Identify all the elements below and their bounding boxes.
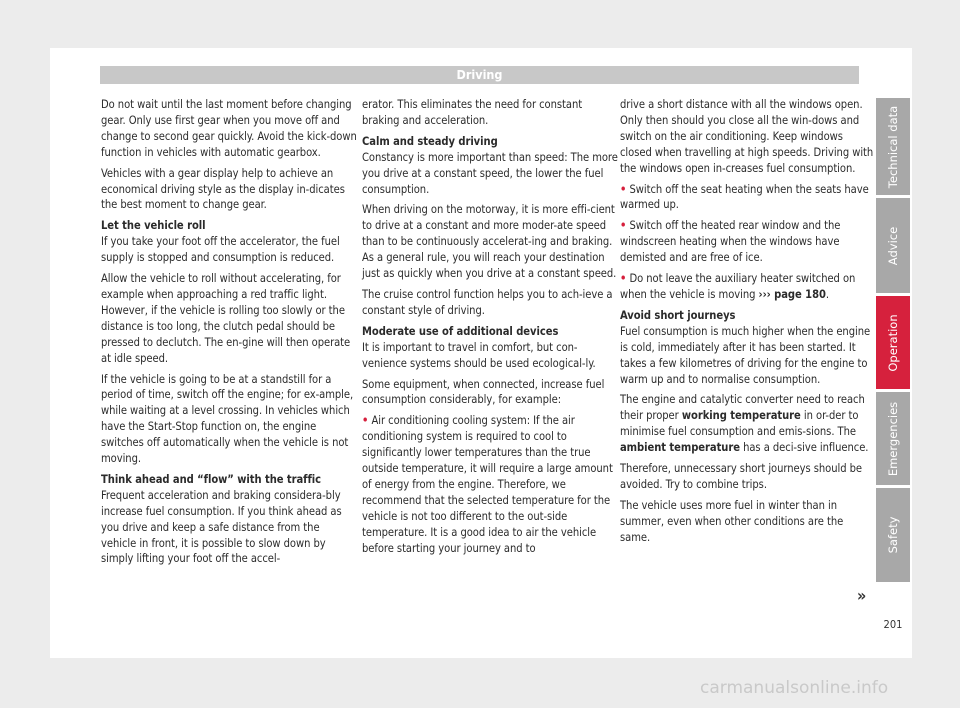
subheading: Avoid short journeys — [620, 308, 736, 322]
bullet-item — [620, 182, 876, 214]
paragraph: The cruise control function helps you to ach-ieve a constant style of driving. — [362, 287, 613, 317]
bullet-item — [620, 218, 876, 266]
page-reference-link[interactable]: ››› page 180 — [758, 287, 826, 301]
paragraph: The vehicle uses more fuel in winter than in summer, even when other conditions are the same. — [620, 498, 844, 544]
tab-label: Advice — [886, 226, 900, 265]
paragraph: Therefore, unnecessary short journeys should be avoided. Try to combine trips. — [620, 462, 862, 491]
bullet-item — [620, 271, 876, 303]
bullet-text-end: . — [825, 287, 829, 301]
subheading: Moderate use of additional devices — [362, 324, 559, 338]
watermark: carmanualsonline.info — [700, 678, 889, 698]
bullet-text: Switch off the heated rear window and the windscreen heating when the windows have demisted and are free of ice. — [620, 219, 841, 265]
section-header: Driving — [100, 66, 859, 84]
paragraph: If the vehicle is going to be at a standstill for a period of time, switch off the engine; for ex-ample, while waiting at a level crossing. In vehicles which have the Start-Stop function on, the engine switches off automatically when the vehicle is not moving. — [101, 372, 354, 466]
paragraph: Do not wait until the last moment before changing gear. Only use first gear when you move off and change to second gear quickly. Avoid the kick-down function in vehicles with automatic gearbox. — [101, 98, 357, 159]
text-column-2 — [362, 97, 618, 561]
subheading: Think ahead and “flow” with the traffic — [101, 472, 321, 486]
text-run: The engine and catalytic converter need to reach their proper — [620, 393, 865, 423]
tab-label: Technical data — [886, 105, 900, 188]
page-number: 201 — [883, 618, 903, 631]
tab-label: Safety — [886, 516, 900, 554]
paragraph: When driving on the motorway, it is more effi-cient to drive at a constant and more moder-ate speed than to be continuously accelerat-ing and braking. As a general rule, you will reach your destination just as quickly when you drive at a constant speed. — [362, 203, 617, 281]
bullet-item — [362, 413, 618, 556]
paragraph: Frequent acceleration and braking considera-bly increase fuel consumption. If you think ahead as you drive and keep a safe distance from the vehicle in front, it is possible to slow down by simply lifting your foot off the accel- — [101, 488, 342, 566]
paragraph: Vehicles with a gear display help to achieve an economical driving style as the display in-dicates the best moment to change gear. — [101, 166, 345, 212]
paragraph: Some equipment, when connected, increase fuel consumption considerably, for example: — [362, 377, 605, 407]
tab-technical-data[interactable] — [876, 98, 910, 195]
bullet-text: Do not leave the auxiliary heater switched on when the vehicle is moving — [620, 272, 856, 301]
paragraph: Constancy is more important than speed: The more you drive at a constant speed, the lower the fuel consumption. — [362, 150, 618, 196]
paragraph — [620, 392, 876, 456]
bullet-icon: • — [620, 219, 627, 233]
emphasis: working temperature — [681, 409, 801, 423]
tab-advice[interactable] — [876, 198, 910, 293]
text-run: has a deci-sive influence. — [743, 441, 869, 455]
tab-emergencies[interactable] — [876, 392, 910, 485]
paragraph: It is important to travel in comfort, but con-venience systems should be used ecological-ly. — [362, 340, 596, 370]
tab-label: Emergencies — [886, 401, 900, 476]
bullet-icon: • — [362, 414, 369, 428]
text-column-1 — [101, 97, 357, 572]
tab-safety[interactable] — [876, 488, 910, 582]
emphasis: ambient temperature — [620, 441, 740, 455]
bullet-icon: • — [620, 272, 627, 286]
subheading: Calm and steady driving — [362, 134, 498, 148]
paragraph: Fuel consumption is much higher when the engine is cold, immediately after it has been started. It takes a few kilometres of driving for the engine to warm up and to normalise consumption. — [620, 324, 871, 386]
paragraph: erator. This eliminates the need for constant braking and acceleration. — [362, 98, 583, 127]
bullet-icon: • — [620, 182, 627, 196]
paragraph: If you take your foot off the accelerator, the fuel supply is stopped and consumption is reduced. — [101, 235, 340, 265]
paragraph: drive a short distance with all the windows open. Only then should you close all the win-dows and switch on the air conditioning. Keep windows closed when travelling at high speeds. Driving with the windows open in-creases fuel consumption. — [620, 98, 874, 175]
paragraph: Allow the vehicle to roll without accelerating, for example when approaching a red traffic light. However, if the vehicle is rolling too slowly or the distance is too long, the clutch pedal should be pressed to declutch. The en-gine will then operate at idle speed. — [101, 272, 351, 365]
bullet-text: Switch off the seat heating when the seats have warmed up. — [620, 182, 869, 212]
text-run: in or-der to minimise fuel consumption and emis-sions. The — [620, 409, 859, 439]
tab-operation[interactable] — [876, 296, 910, 389]
text-column-3 — [620, 97, 876, 551]
tab-label: Operation — [886, 313, 900, 372]
continue-icon: » — [857, 586, 867, 605]
subheading: Let the vehicle roll — [101, 219, 206, 233]
bullet-text: Air conditioning cooling system: If the air conditioning system is required to cool to significantly lower temperatures than the true outside temperature, it will require a large amount of energy from the engine. Therefore, we recommend that the selected temperature for the vehicle is not too different to the out-side temperature. It is a good idea to air the vehicle before starting your journey and to — [362, 414, 613, 555]
